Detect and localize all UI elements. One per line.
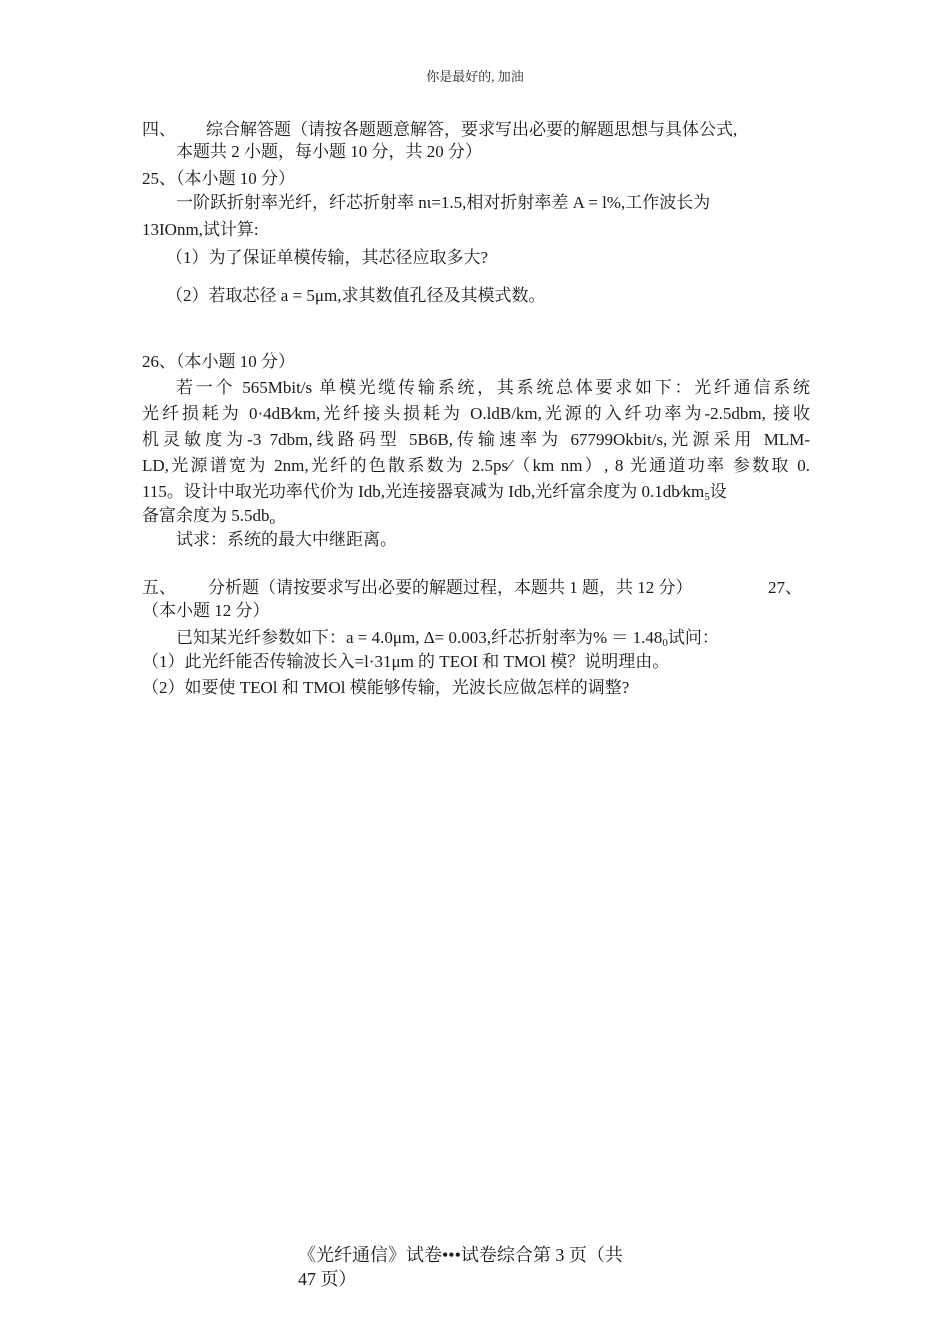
section5-title: 分析题（请按要求写出必要的解题过程，本题共 1 题，共 12 分）: [208, 578, 693, 597]
page-header: 你是最好的, 加油: [426, 69, 524, 84]
q26-line3: 机灵敏度为-3 7dbm,线路码型 5B6B,传输速率为 67799Okbit/s,光源采用 MLM-: [142, 430, 810, 449]
q26-line2: 光纤损耗为 0·4dB⁄km,光纤接头损耗为 O.ldB/km,光源的入纤功率为-2.5dbm, 接收: [142, 404, 810, 423]
q26-line5: [142, 482, 727, 502]
q26-line5-sub: 5: [704, 491, 710, 503]
q25-line2: 13IOnm,试计算:: [142, 220, 259, 239]
q26-line6-text: 备富余度为 5.5db: [142, 506, 270, 525]
section4-title-line1: 综合解答题（请按各题题意解答，要求写出必要的解题思想与具体公式,: [206, 120, 738, 139]
q27-item1: （1）此光纤能否传输波长入=l·31μm 的 TEOI 和 TMOl 模？说明理由。: [142, 652, 670, 671]
q27-given-text: 已知某光纤参数如下：a = 4.0μm, Δ= 0.003,纤芯折射率为% ＝ 1.48: [176, 628, 663, 647]
q26-line5-text: 115。设计中取光功率代价为 Idb,光连接器衰减为 Idb,光纤富余度为 0.1db⁄km: [142, 482, 705, 501]
q25-line1: 一阶跃折射率光纤，纤芯折射率 nι=1.5,相对折射率差 A = l%,工作波长为: [176, 193, 711, 212]
q27-heading-number: 27、: [768, 578, 802, 597]
q25-heading: 25、（本小题 10 分）: [142, 169, 295, 188]
q27-given-sub: 0: [662, 637, 668, 649]
q27-item2: （2）如要使 TEOl 和 TMOl 模能够传输，光波长应做怎样的调整?: [142, 678, 630, 697]
q26-line1: 若一个 565Mbit/s 单模光缆传输系统，其系统总体要求如下：光纤通信系统: [176, 378, 810, 397]
footer-line1: 《光纤通信》试卷•••试卷综合第 3 页（共: [298, 1245, 623, 1265]
section5-number: 五、: [142, 578, 176, 597]
q26-line6-sub: o: [269, 515, 275, 527]
q26-line6: [142, 506, 275, 526]
q27-given: [176, 628, 719, 648]
q26-line4: LD,光源谱宽为 2nm,光纤的色散系数为 2.5ps⁄（km nm）, 8 光通道功率 参数取 0.: [142, 456, 810, 475]
q27-given-tail: 试问：: [667, 628, 719, 647]
q25-item1: （1）为了保证单模传输，其芯径应取多大?: [166, 248, 489, 267]
q26-line5-tail: 设: [709, 482, 727, 501]
q26-heading: 26、（本小题 10 分）: [142, 352, 295, 371]
q27-heading-points: （本小题 12 分）: [142, 601, 270, 620]
q26-ask: 试求：系统的最大中继距离。: [176, 530, 397, 549]
section4-title-line2: 本题共 2 小题，每小题 10 分，共 20 分）: [176, 142, 482, 161]
section4-number: 四、: [142, 120, 176, 139]
q25-item2: （2）若取芯径 a = 5μm,求其数值孔径及其模式数。: [166, 286, 546, 305]
footer-line2: 47 页）: [298, 1269, 357, 1289]
